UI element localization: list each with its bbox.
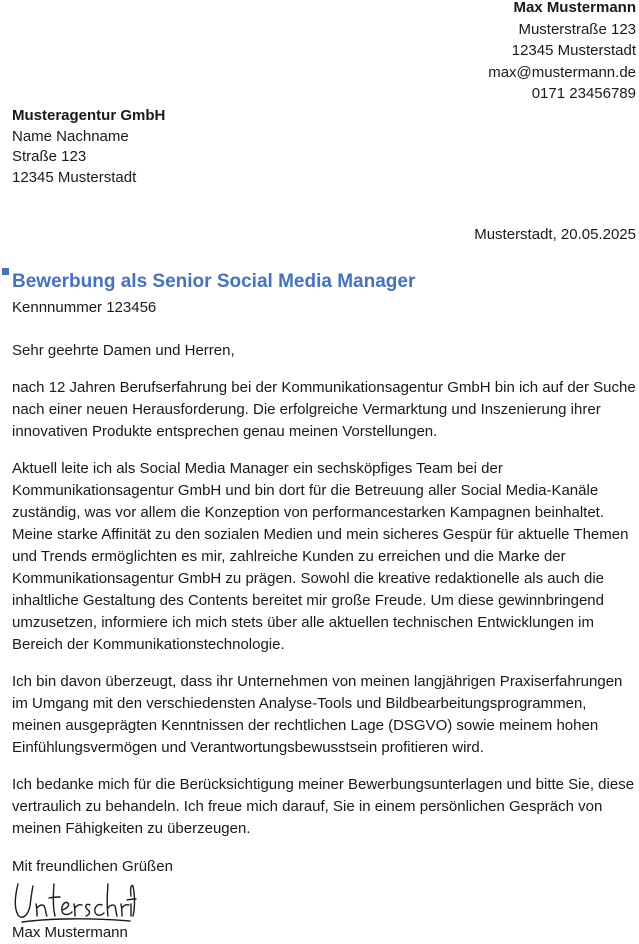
recipient-city: 12345 Musterstadt [12,168,137,186]
closing-phrase: Mit freundlichen Grüßen [12,858,173,875]
sender-city: 12345 Musterstadt [511,42,636,59]
sender-block [488,0,636,105]
handwritten-signature [12,878,137,924]
signer-name: Max Mustermann [12,924,128,941]
recipient-block [12,106,165,188]
sender-phone: 0171 23456789 [531,85,636,102]
salutation: Sehr geehrte Damen und Herren, [12,342,235,359]
paragraph: Ich bin davon überzeugt, dass ihr Unternehmen von meinen langjährigen Praxiserfahrungen im Umgang mit den verschiedensten Analyse-Tools und Bildbearbeitungsprogrammen, meinen ausgeprägten Kenntnissen der rechtlichen Lage (DSGVO) sowie meinem hohen Einfühlungsvermögen und Verantwortungsbewusstsein profitieren wird. [12,673,623,756]
letter-body [12,340,636,855]
paragraph: Aktuell leite ich als Social Media Manager ein sechsköpfiges Team bei der Kommunikationsagentur GmbH und bin dort für die Betreuung aller Social Media-Kanäle zuständig, was vor allem die Konzeption von performancestarken Kampagnen beinhaltet. Meine starke Affinität zu den sozialen Medien und mein sicheres Gespür für aktuelle Themen und Trends ermöglichten es mir, zahlreiche Kunden zu erreichen und die Marke der Kommunikationsagentur GmbH zu prägen. Sowohl die kreative redaktionelle als auch die inhaltliche Gestaltung des Contents bereitet mir große Freude. Um diese gewinnbringend umzusetzen, informiere ich mich stets über alle aktuellen technischen Entwicklungen im Bereich der Kommunikationstechnologie. [12,460,629,653]
recipient-contact: Name Nachname [12,127,129,145]
letter-date: Musterstadt, 20.05.2025 [474,226,636,243]
paragraph: nach 12 Jahren Berufserfahrung bei der Kommunikationsagentur GmbH bin ich auf der Suche nach einer neuen Herausforderung. Die erfolgreiche Vermarktung und Inszenierung ihrer innovativen Produkte entsprechen genau meinen Vorstellungen. [12,379,636,440]
recipient-street: Straße 123 [12,148,87,165]
reference-number: Kennnummer 123456 [12,299,157,316]
sender-name: Max Mustermann [513,0,636,16]
sender-street: Musterstraße 123 [518,20,636,38]
paragraph: Ich bedanke mich für die Berücksichtigung meiner Bewerbungsunterlagen und bitte Sie, diese vertraulich zu behandeln. Ich freue mich darauf, Sie in einem persönlichen Gespräch von meinen Fähigkeiten zu überzeugen. [12,776,635,837]
subject-marker [2,268,9,275]
letter-subject: Bewerbung als Senior Social Media Manager [12,271,416,292]
sender-email: max@mustermann.de [488,63,636,81]
recipient-company: Musteragentur GmbH [12,107,166,124]
